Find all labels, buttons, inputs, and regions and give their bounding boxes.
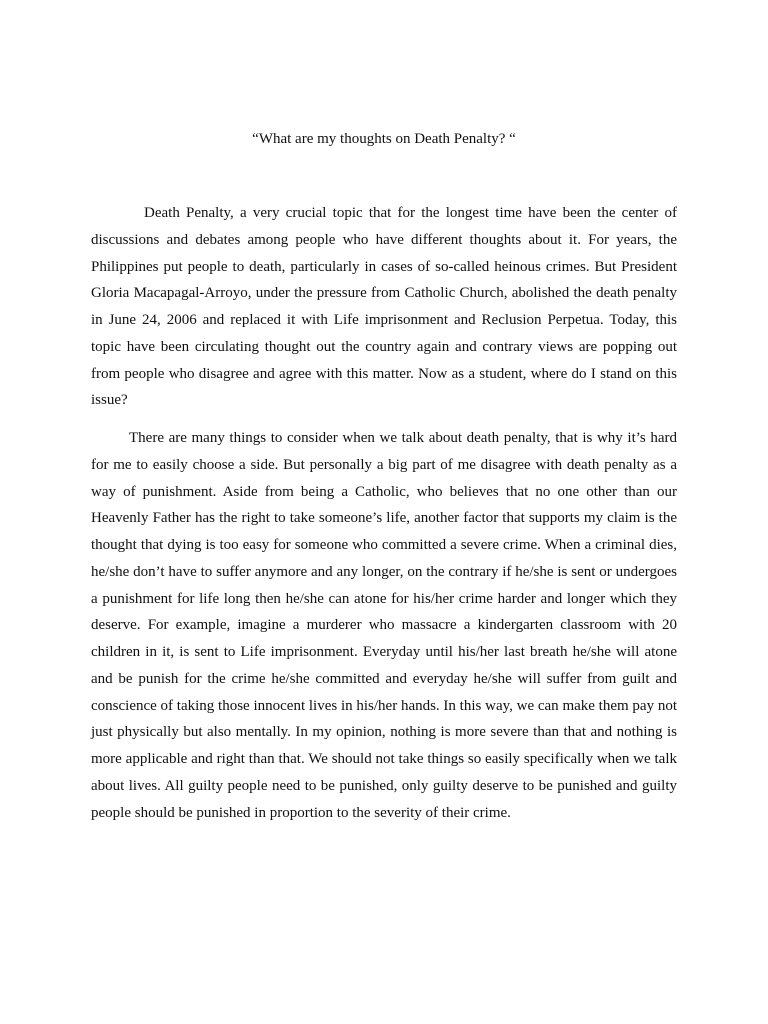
document-title: “What are my thoughts on Death Penalty? “: [252, 131, 516, 147]
paragraph-1: Death Penalty, a very crucial topic that for the longest time have been the center of discussions and debates among people who have different thoughts about it. For years, the Philippines put people to death, particularly in cases of so-called heinous crimes. But President Gloria Macapagal-Arroyo, under the pressure from Catholic Church, abolished the death penalty in June 24, 2006 and replaced it with Life imprisonment and Reclusion Perpetua. Today, this topic have been circulating thought out the country again and contrary views are popping out from people who disagree and agree with this matter. Now as a student, where do I stand on this issue?: [91, 205, 677, 409]
paragraph-2: There are many things to consider when we talk about death penalty, that is why it’s hard for me to easily choose a side. But personally a big part of me disagree with death penalty as a way of punishment. Aside from being a Catholic, who believes that no one other than our Heavenly Father has the right to take someone’s life, another factor that supports my claim is the thought that dying is too easy for someone who committed a severe crime. When a criminal dies, he/she don’t have to suffer anymore and any longer, on the contrary if he/she is sent or undergoes a punishment for life long then he/she can atone for his/her crime harder and longer which they deserve. For example, imagine a murderer who massacre a kindergarten classroom with 20 children in it, is sent to Life imprisonment. Everyday until his/her last breath he/she will atone and be punish for the crime he/she committed and everyday he/she will suffer from guilt and conscience of taking those innocent lives in his/her hands. In this way, we can make them pay not just physically but also mentally. In my opinion, nothing is more severe than that and nothing is more applicable and right than that. We should not take things so easily specifically when we talk about lives. All guilty people need to be punished, only guilty deserve to be punished and guilty people should be punished in proportion to the severity of their crime.: [91, 430, 677, 821]
